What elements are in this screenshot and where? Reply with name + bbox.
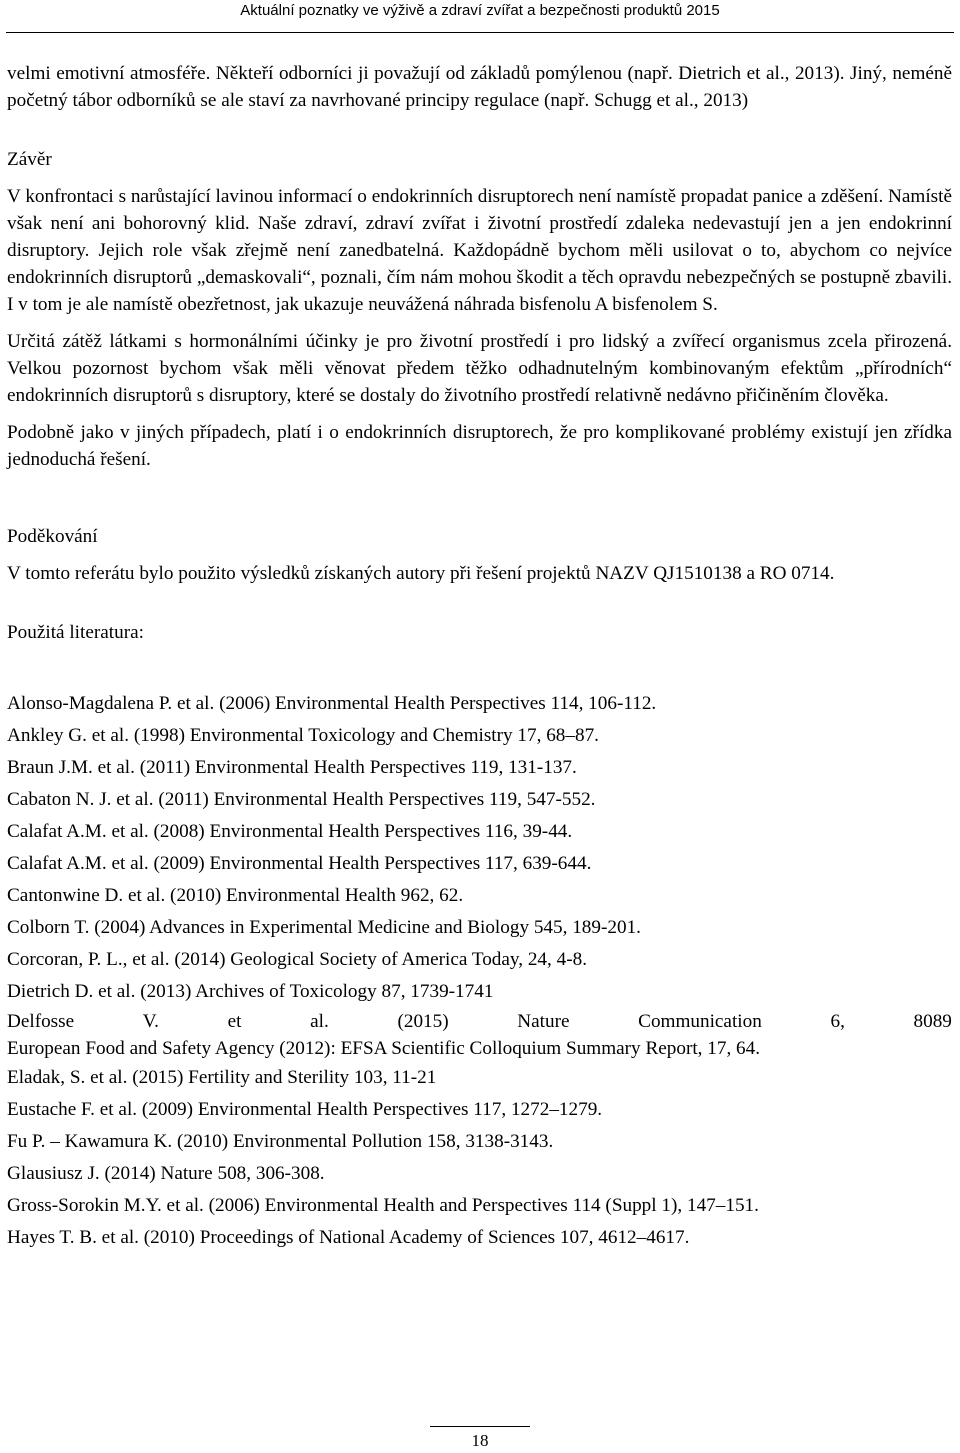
reference-word: (2015) [397, 1011, 449, 1032]
conclusion-heading: Závěr [7, 149, 52, 170]
reference-item: Ankley G. et al. (1998) Environmental Toxicology and Chemistry 17, 68–87. [7, 725, 599, 746]
reference-item: Colborn T. (2004) Advances in Experimental Medicine and Biology 545, 189-201. [7, 917, 641, 938]
page-number: 18 [471, 1431, 489, 1450]
reference-word: Nature [517, 1011, 570, 1032]
reference-item: Dietrich D. et al. (2013) Archives of Toxicology 87, 1739-1741 [7, 981, 494, 1002]
reference-item: Cabaton N. J. et al. (2011) Environmental Health Perspectives 119, 547-552. [7, 789, 596, 810]
conclusion-paragraph-3: Podobně jako v jiných případech, platí i o endokrinních disruptorech, že pro komplikované problémy existují jen zřídka jednoduchá řešení. [7, 422, 952, 470]
reference-item: Eustache F. et al. (2009) Environmental Health Perspectives 117, 1272–1279. [7, 1099, 603, 1120]
conclusion-paragraph-2: Určitá zátěž látkami s hormonálními účinky je pro životní prostředí i pro lidský a zvířecí organismus zcela přirozená. Velkou pozornost bychom však měli věnovat předem těžko odhadnutelným kombinovaným efektům „přírodních“ endokrinních disruptorů s disruptory, které se dostaly do životního prostředí relativně nedávno přičiněním člověka. [7, 331, 952, 406]
running-header: Aktuální poznatky ve výživě a zdraví zvířat a bezpečnosti produktů 2015 [240, 2, 720, 19]
reference-item: Corcoran, P. L., et al. (2014) Geological Society of America Today, 24, 4-8. [7, 949, 587, 970]
acknowledgement-text: V tomto referátu bylo použito výsledků získaných autory při řešení projektů NAZV QJ1510138 a RO 0714. [7, 563, 835, 584]
reference-word: al. [310, 1011, 329, 1032]
reference-item: Calafat A.M. et al. (2008) Environmental Health Perspectives 116, 39-44. [7, 821, 573, 842]
footer-divider [430, 1426, 530, 1427]
intro-paragraph: velmi emotivní atmosféře. Někteří odborníci ji považují od základů pomýlenou (např. Dietrich et al., 2013). Jiný, neméně početný tábor odborníků se ale staví za navrhované principy regulace (např. Schugg et al., 2013) [7, 63, 952, 111]
reference-word: V. [142, 1011, 159, 1032]
acknowledgement-heading: Poděkování [7, 526, 98, 547]
conclusion-paragraph-1: V konfrontaci s narůstající lavinou informací o endokrinních disruptorech není namístě propadat panice a zděšení. Namístě však není ani bohorovný klid. Naše zdraví, zdraví zvířat i životní prostředí zdaleka nedevastují jen a jen endokrinní disruptory. Jejich role však zřejmě není zanedbatelná. Každopádně bychom měli usilovat o to, abychom co nejvíce endokrinních disruptorů „demaskovali“, poznali, čím nám mohou škodit a těch opravdu nebezpečných se postupně zbavili. I v tom je ale namístě obezřetnost, jak ukazuje neuvážená náhrada bisfenolu A bisfenolem S. [7, 186, 952, 315]
reference-item: Fu P. – Kawamura K. (2010) Environmental Pollution 158, 3138-3143. [7, 1131, 554, 1152]
reference-item: Calafat A.M. et al. (2009) Environmental Health Perspectives 117, 639-644. [7, 853, 592, 874]
reference-item: Cantonwine D. et al. (2010) Environmental Health 962, 62. [7, 885, 464, 906]
reference-item: Hayes T. B. et al. (2010) Proceedings of National Academy of Sciences 107, 4612–4617. [7, 1227, 690, 1248]
header-divider [6, 32, 954, 33]
reference-item: Alonso-Magdalena P. et al. (2006) Environmental Health Perspectives 114, 106-112. [7, 693, 657, 714]
reference-word: 8089 [913, 1011, 952, 1032]
reference-word: Delfosse [7, 1011, 75, 1032]
reference-item: Gross-Sorokin M.Y. et al. (2006) Environmental Health and Perspectives 114 (Suppl 1), 147–151. [7, 1195, 759, 1216]
reference-item-delfosse [7, 1008, 952, 1035]
reference-word: 6, [830, 1011, 845, 1032]
reference-item: Glausiusz J. (2014) Nature 508, 306-308. [7, 1163, 325, 1184]
literature-heading: Použitá literatura: [7, 622, 144, 643]
reference-word: Communication [638, 1011, 762, 1032]
reference-item: Braun J.M. et al. (2011) Environmental Health Perspectives 119, 131-137. [7, 757, 577, 778]
reference-word: et [227, 1011, 242, 1032]
reference-item: European Food and Safety Agency (2012): EFSA Scientific Colloquium Summary Report, 17, 64. [7, 1038, 761, 1059]
reference-item: Eladak, S. et al. (2015) Fertility and Sterility 103, 11-21 [7, 1067, 437, 1088]
page-content [7, 60, 952, 1254]
